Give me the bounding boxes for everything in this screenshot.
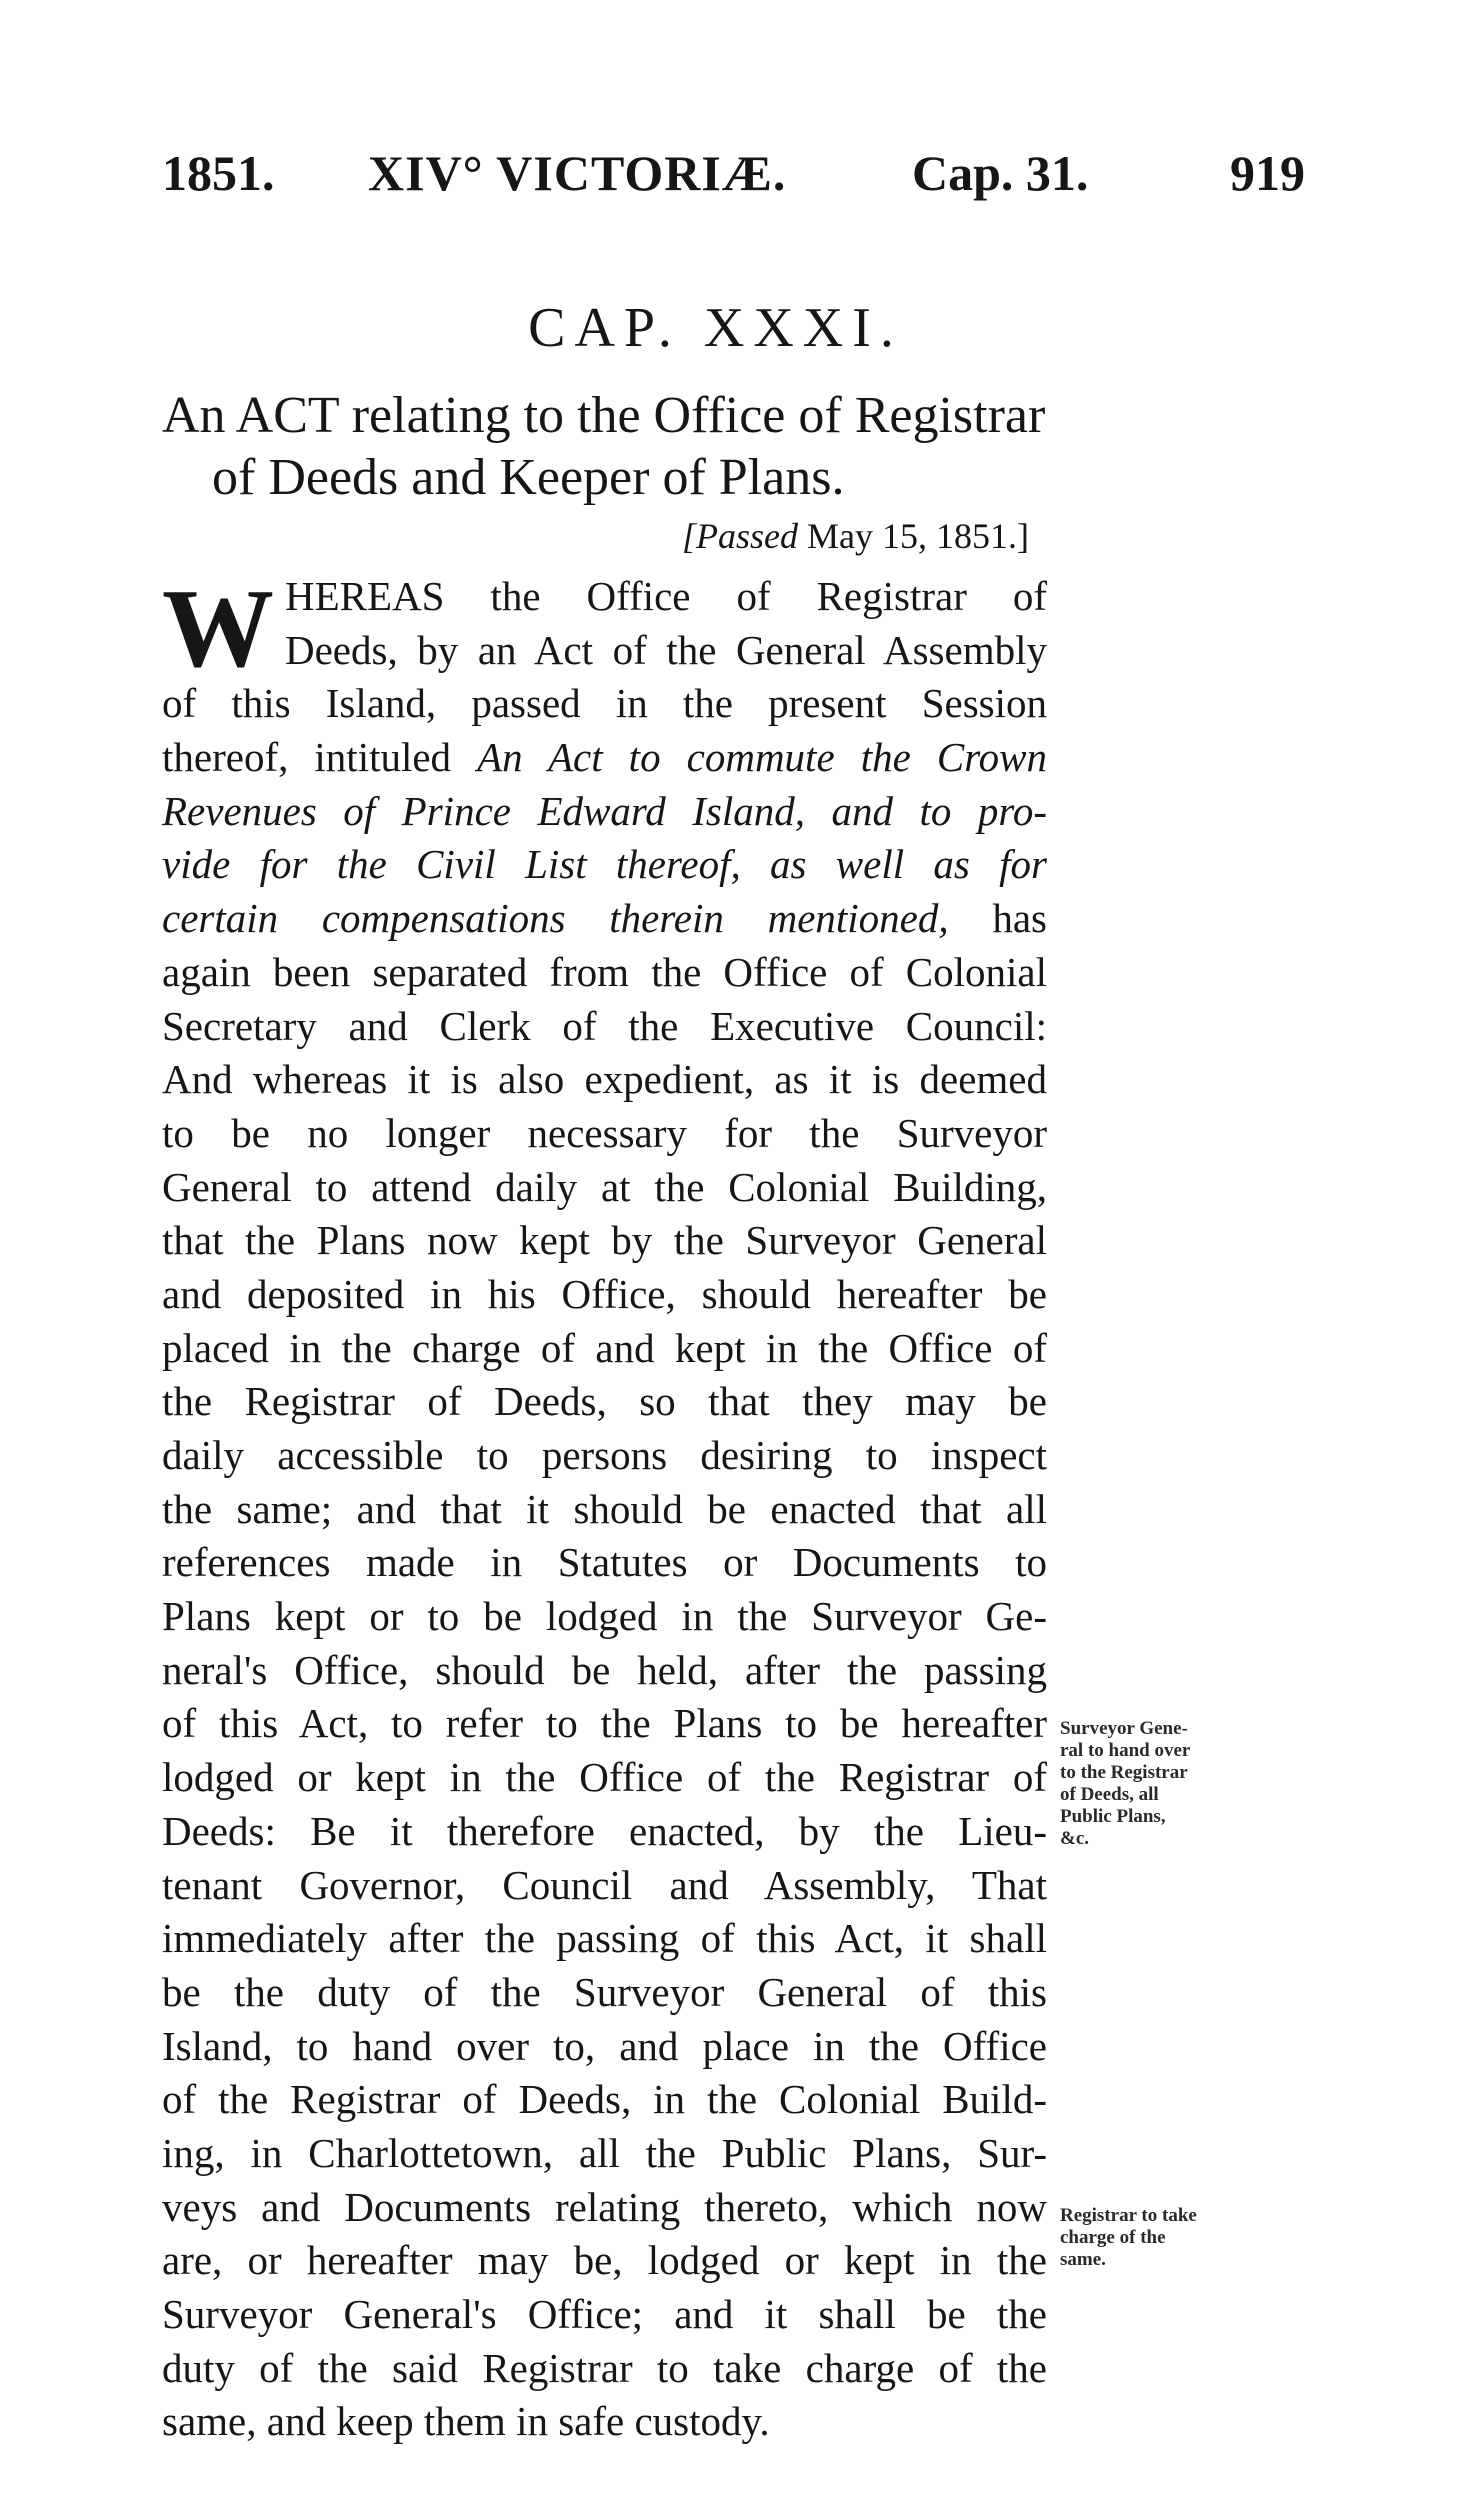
margin-note-line: Public Plans, (1060, 1806, 1166, 1827)
body-line: Deeds: Be it therefore enacted, by the Lieu- (162, 1807, 1047, 1854)
body-line: immediately after the passing of this Act, it shall (162, 1915, 1047, 1962)
opening-lines (162, 567, 1047, 691)
body-line: Surveyor General's Office; and it shall be the (162, 2291, 1047, 2337)
body-line: And whereas it is also expedient, as it is deemed (162, 1056, 1047, 1103)
act-title-line-2: of Deeds and Keeper of Plans. (212, 449, 845, 506)
margin-note-line: same. (1060, 2249, 1106, 2270)
body-line: Island, to hand over to, and place in the Office (162, 2022, 1047, 2069)
margin-note-surveyor (1060, 1718, 1230, 1850)
body-line: and deposited in his Office, should hereafter be (162, 1270, 1047, 1317)
body-line: be the duty of the Surveyor General of this (162, 1968, 1047, 2015)
body-line: that the Plans now kept by the Surveyor General (162, 1217, 1047, 1264)
body-line: of this Act, to refer to the Plans to be hereafter (162, 1700, 1047, 1747)
drop-cap: W (162, 567, 274, 691)
body-line: references made in Statutes or Documents to (162, 1539, 1047, 1586)
body-line: tenant Governor, Council and Assembly, That (162, 1861, 1047, 1908)
body-line: duty of the said Registrar to take charge of the (162, 2344, 1047, 2391)
body-line: are, or hereafter may be, lodged or kept in the (162, 2237, 1047, 2284)
header-year: 1851. (162, 145, 275, 201)
body-line: Plans kept or to be lodged in the Surveyor Ge- (162, 1593, 1047, 1640)
body-line: again been separated from the Office of Colonial (162, 948, 1047, 995)
margin-note-line: charge of the (1060, 2227, 1166, 2248)
passed-date (682, 518, 1029, 554)
body-line: the Registrar of Deeds, so that they may be (162, 1378, 1047, 1425)
header-chapter: Cap. 31. (912, 145, 1089, 201)
act-title-line-1: An ACT relating to the Office of Registrar (162, 387, 1046, 444)
body-line-text: certain compensations therein mentioned, (162, 895, 949, 942)
body-line (162, 892, 1047, 946)
margin-note-line: Surveyor Gene- (1060, 1718, 1188, 1739)
margin-note-line: Registrar to take (1060, 2205, 1197, 2226)
header-reign: XIV° VICTORIÆ. (368, 145, 787, 201)
body-line: of the Registrar of Deeds, in the Colonial Build- (162, 2076, 1047, 2123)
body-line-tail: has (992, 895, 1047, 942)
body-line: Deeds, by an Act of the General Assembly (285, 626, 1047, 673)
margin-note-line: to the Registrar (1060, 1762, 1188, 1783)
body-line: Revenues of Prince Edward Island, and to pro- (162, 787, 1047, 834)
body-line-text: thereof, intituled (162, 734, 452, 781)
body-line: daily accessible to persons desiring to inspect (162, 1432, 1047, 1478)
act-body (162, 567, 1047, 2449)
act-title (162, 385, 1062, 509)
body-line: Secretary and Clerk of the Executive Council: (162, 1002, 1047, 1049)
body-line: placed in the charge of and kept in the Office of (162, 1324, 1047, 1371)
body-line: to be no longer necessary for the Surveyor (162, 1109, 1047, 1156)
passed-label: [Passed (682, 516, 798, 556)
body-line: HEREAS the Office of Registrar of (285, 573, 1047, 619)
body-line: the same; and that it should be enacted that all (162, 1485, 1047, 1532)
body-line (162, 731, 1047, 785)
act-citation-italic: An Act to commute the Crown (477, 734, 1047, 781)
margin-note-line: of Deeds, all (1060, 1784, 1159, 1805)
body-line: ing, in Charlottetown, all the Public Plans, Sur- (162, 2129, 1047, 2176)
body-line: General to attend daily at the Colonial Building, (162, 1163, 1047, 1210)
body-line: lodged or kept in the Office of the Registrar of (162, 1754, 1047, 1801)
page-number: 919 (1230, 145, 1305, 201)
body-line: neral's Office, should be held, after the passing (162, 1646, 1047, 1693)
body-line: of this Island, passed in the present Session (162, 680, 1047, 727)
passed-date-value: May 15, 1851.] (807, 516, 1029, 556)
body-line: same, and keep them in safe custody. (162, 2398, 770, 2445)
margin-note-line: &c. (1060, 1828, 1090, 1849)
margin-note-registrar (1060, 2205, 1230, 2271)
body-line: vide for the Civil List thereof, as well as for (162, 841, 1047, 888)
body-line: veys and Documents relating thereto, which now (162, 2183, 1047, 2230)
chapter-title: CAP. XXXI. (528, 297, 903, 359)
margin-note-line: ral to hand over (1060, 1740, 1191, 1761)
